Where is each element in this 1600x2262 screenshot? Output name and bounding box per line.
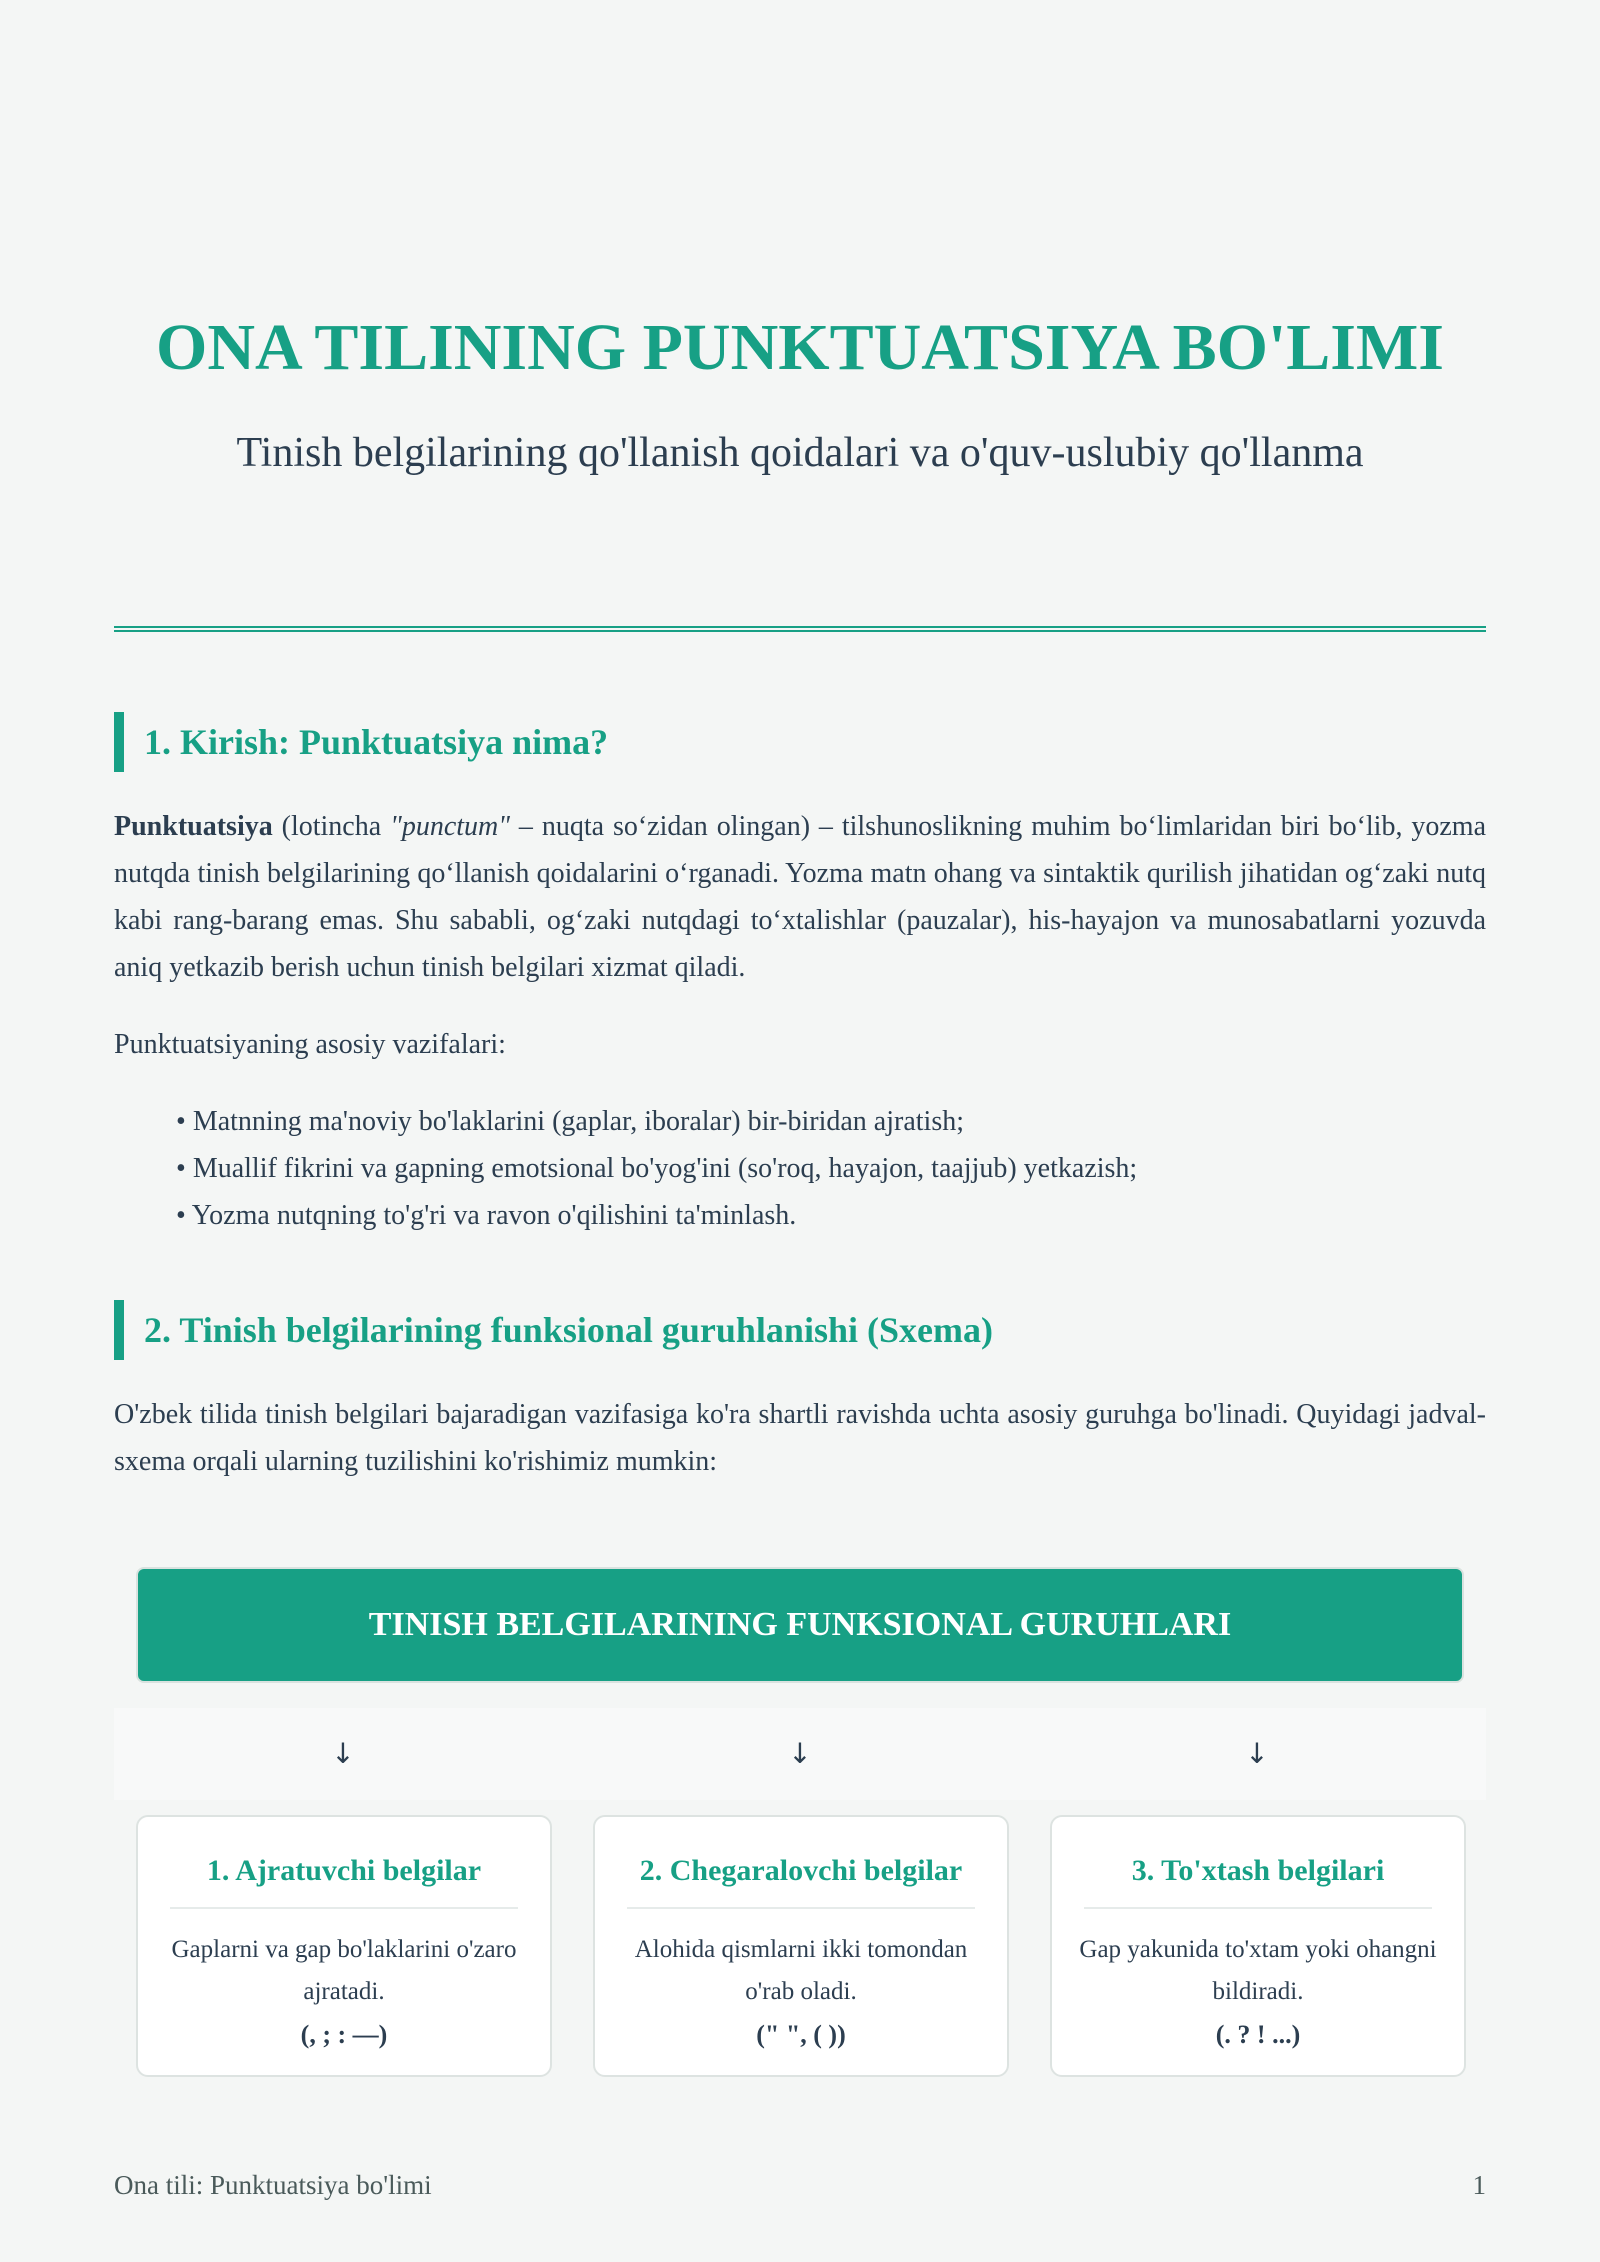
down-arrow-icon: ↓ xyxy=(788,1737,812,1770)
paragraph-text-a: (lotincha xyxy=(272,811,391,842)
diagram-header: TINISH BELGILARINING FUNKSIONAL GURUHLARI xyxy=(136,1567,1464,1683)
document-title: ONA TILINING PUNKTUATSIYA BO'LIMI xyxy=(156,311,1444,384)
functions-list xyxy=(176,1098,1137,1239)
groups-diagram xyxy=(114,1540,1486,2080)
list-item: • Yozma nutqning to'g'ri va ravon o'qilishini ta'minlash. xyxy=(176,1192,1137,1239)
functions-intro: Punktuatsiyaning asosiy vazifalari: xyxy=(114,1029,506,1060)
down-arrow-icon: ↓ xyxy=(1245,1737,1269,1770)
down-arrow-icon: ↓ xyxy=(331,1737,355,1770)
section-2-paragraph: O'zbek tilida tinish belgilari bajaradigan vazifasiga ko'ra shartli ravishda uchta asosiy guruhga bo'linadi. Quyidagi jadval-sxema orqali ularning tuzilishini ko'rishimiz mumkin: xyxy=(114,1399,1486,1477)
arrow-band xyxy=(114,1708,1486,1800)
card-title: 2. Chegaralovchi belgilar xyxy=(627,1847,975,1909)
card-symbols: (" ", ( )) xyxy=(756,2020,846,2049)
term-punktuatsiya: Punktuatsiya xyxy=(114,811,273,842)
page-number: 1 xyxy=(1472,2170,1486,2200)
latin-term: "punctum" xyxy=(390,811,511,842)
group-card-stopping xyxy=(1050,1815,1466,2077)
section-1-paragraph xyxy=(114,803,1486,991)
footer-title: Ona tili: Punktuatsiya bo'limi xyxy=(114,2170,432,2200)
list-item: • Matnning ma'noviy bo'laklarini (gaplar, iboralar) bir-biridan ajratish; xyxy=(176,1098,1137,1145)
paragraph-text-b: – nuqta so‘zidan olingan) – tilshunoslikning muhim bo‘limlaridan biri bo‘lib, yozma nutqda tinish belgilarining qo‘llanish qoidalarini o‘rganadi. Yozma matn ohang va sintaktik qurilish jihatidan og‘zaki nutq kabi rang-barang emas. Shu sababli, og‘zaki nutqdagi to‘xtalishlar (pauzalar), his-hayajon va munosabatlarni yozuvda aniq yetkazib berish uchun tinish belgilari xizmat qiladi. xyxy=(114,811,1486,983)
card-description: Gaplarni va gap bo'laklarini o'zaro ajratadi. xyxy=(171,1936,517,2005)
list-item: • Muallif fikrini va gapning emotsional bo'yog'ini (so'roq, hayajon, taajjub) yetkazish; xyxy=(176,1145,1137,1192)
group-card-separating xyxy=(136,1815,552,2077)
card-title: 1. Ajratuvchi belgilar xyxy=(170,1847,518,1909)
section-1-heading: 1. Kirish: Punktuatsiya nima? xyxy=(114,712,1486,772)
title-divider xyxy=(114,626,1486,632)
card-title: 3. To'xtash belgilari xyxy=(1084,1847,1432,1909)
card-symbols: (. ? ! ...) xyxy=(1215,2020,1301,2049)
document-subtitle: Tinish belgilarining qo'llanish qoidalari va o'quv-uslubiy qo'llanma xyxy=(236,430,1364,476)
card-description: Alohida qismlarni ikki tomondan o'rab oladi. xyxy=(634,1936,968,2005)
group-card-bounding xyxy=(593,1815,1009,2077)
section-2-heading: 2. Tinish belgilarining funksional guruhlanishi (Sxema) xyxy=(114,1300,1486,1360)
card-symbols: (, ; : —) xyxy=(300,2020,388,2049)
card-description: Gap yakunida to'xtam yoki ohangni bildiradi. xyxy=(1079,1936,1437,2005)
document-page xyxy=(114,0,1486,2262)
